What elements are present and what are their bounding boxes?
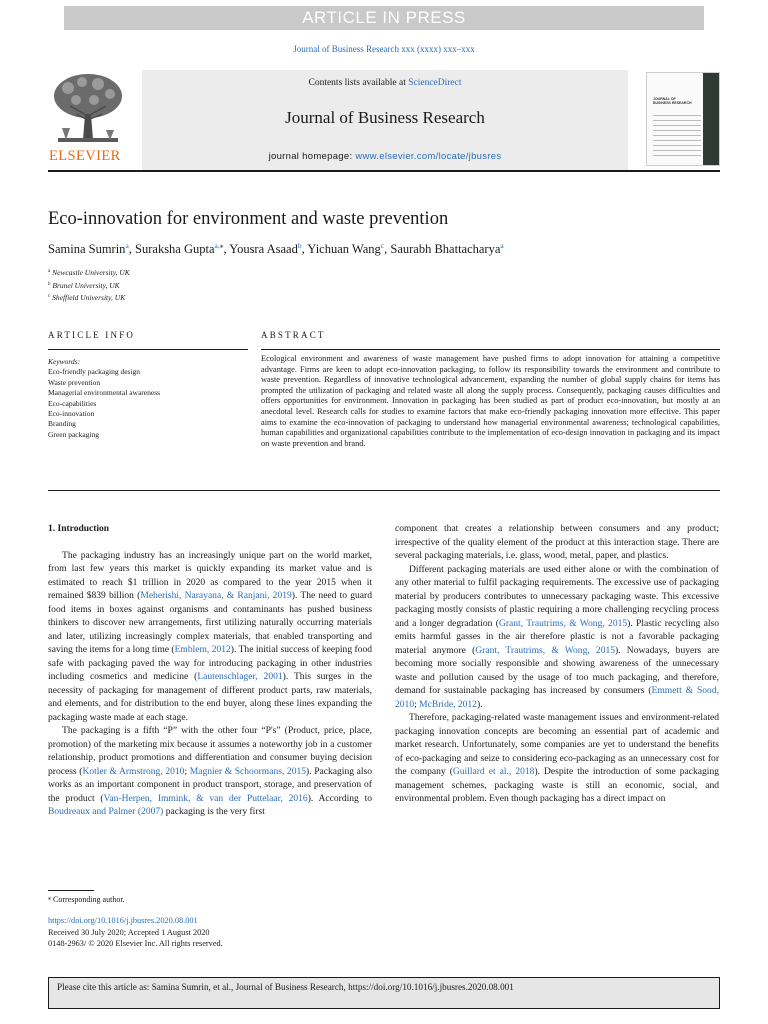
keyword-item: Eco-innovation bbox=[48, 409, 95, 419]
body-paragraph bbox=[395, 522, 719, 563]
affiliation-item: $^c$ Sheffield University, UK bbox=[48, 293, 126, 302]
elsevier-wordmark: ELSEVIER bbox=[49, 148, 121, 164]
doi-link[interactable]: https://doi.org/10.1016/j.jbusres.2020.08.001 bbox=[48, 916, 198, 925]
keyword-item: Waste prevention bbox=[48, 377, 101, 387]
contents-available-line bbox=[142, 78, 628, 88]
keyword-item: Branding bbox=[48, 419, 76, 429]
body-column-left bbox=[48, 522, 372, 819]
elsevier-tree-icon bbox=[48, 70, 128, 148]
abstract-heading: ABSTRACT bbox=[261, 330, 326, 340]
journal-homepage-link[interactable]: www.elsevier.com/locate/jbusres bbox=[355, 151, 502, 162]
article-info-rule bbox=[48, 349, 248, 350]
article-in-press-banner: ARTICLE IN PRESS bbox=[64, 6, 704, 30]
text-run: ). This surges in the necessity of packaging for management of different product parts, raw materials, and elements, and for distribution to the end buyer, along these lines expanding the packaging waste made at each stage. bbox=[48, 671, 372, 723]
article-info-heading: ARTICLE INFO bbox=[48, 330, 136, 340]
author-name[interactable]: Yousra Asaad bbox=[229, 242, 298, 256]
citation-box: Please cite this article as: Samina Sumrin, et al., Journal of Business Research, https://doi.org/10.1016/j.jbusres.2020.08.001 bbox=[48, 977, 720, 1009]
affiliations bbox=[48, 266, 130, 304]
received-dates: Received 30 July 2020; Accepted 1 August 2020 bbox=[48, 927, 210, 937]
citation-link[interactable]: Meherishi, Narayana, & Ranjani, 2019 bbox=[140, 590, 292, 601]
citation-link[interactable]: Magnier & Schoormans, 2015 bbox=[189, 765, 307, 777]
author-name[interactable]: Suraksha Gupta bbox=[135, 242, 215, 256]
keyword-item: Eco-capabilities bbox=[48, 398, 97, 408]
affiliation-item: $^a$ Newcastle University, UK bbox=[48, 268, 130, 277]
masthead-divider bbox=[48, 170, 720, 172]
text-run: packaging is the very first bbox=[163, 806, 265, 817]
citation-link[interactable]: Boudreaux and Palmer (2007) bbox=[48, 806, 164, 817]
text-run: component that creates a relationship between consumers and any product; irrespective of the quality element of the product at this interaction stage. There are several packaging materials, i.e. glass, wood, metal, paper, and plastics. bbox=[395, 523, 719, 561]
copyright-line: 0148-2963/ © 2020 Elsevier Inc. All rights reserved. bbox=[48, 939, 223, 948]
elsevier-tree-logo bbox=[48, 70, 128, 166]
citation-link[interactable]: Kotler & Armstrong, 2010 bbox=[82, 765, 185, 777]
journal-title: Journal of Business Research bbox=[285, 108, 485, 127]
citation-link[interactable]: Emblem, 2012 bbox=[174, 644, 231, 655]
author-affil-mark[interactable]: a bbox=[500, 241, 504, 250]
text-run: Different packaging materials are used either alone or with the combination of any other material to fulfil packaging requirements. The excessive use of packaging material by producers contributes to unnecessary packaging waste. This excessive packaging mostly consists of plastic requiring a more challenging recycling process and a longer degradation ( bbox=[395, 563, 719, 629]
body-column-right bbox=[395, 522, 719, 806]
citation-link[interactable]: Emmett & Sood, 2010 bbox=[395, 685, 719, 710]
author-name[interactable]: Samina Sumrin bbox=[48, 242, 126, 256]
body-paragraph bbox=[395, 711, 719, 806]
corresponding-author-footnote: ⁎ Corresponding author. bbox=[48, 895, 125, 904]
author-affil-mark[interactable]: a, bbox=[214, 241, 220, 250]
contents-prefix: Contents lists available at bbox=[308, 78, 406, 88]
author-list: Samina Sumrin$^a$, Suraksha Gupta$^{a,⁎}$, Yousra Asaad$^b$, Yichuan Wang$^c$, Saurabh Bhattacharya$^a$ bbox=[48, 241, 504, 256]
author-name[interactable]: Saurabh Bhattacharya bbox=[390, 242, 501, 256]
abstract-rule bbox=[261, 349, 720, 350]
text-run: Therefore, packaging-related waste management issues and environment-related packaging innovation concepts are becoming an essential part of academic and market research. Unfortunately, some companies are yet to understand the benefits of eco-packaging and seize to considering eco-packaging as an unnecessary cost for the company ( bbox=[395, 712, 719, 777]
text-run: ; bbox=[184, 765, 190, 777]
text-run: ). The initial success of keeping food safe with packaging paved the way for introducing packaging in other industries including cosmetics and medicine ( bbox=[48, 644, 373, 682]
text-run: The packaging industry has an increasingly unique part on the world market, from last few years this market is quickly expanding its market value and is estimated to reach $1 trillion in 2020 as compared to the year 2015 when it remained $839 billion ( bbox=[48, 549, 372, 601]
text-run: ). Nowadays, buyers are becoming more socially responsible and showing awareness of the unnecessary waste and pollution caused by the usage of too much packaging, and therefore, demand for sustainable packaging has increased by consumers ( bbox=[395, 644, 719, 696]
keywords-list bbox=[48, 357, 160, 440]
citation-link[interactable]: Grant, Trautrims, & Wong, 2015 bbox=[498, 617, 628, 629]
keyword-item: Managerial environmental awareness bbox=[48, 388, 161, 398]
homepage-prefix: journal homepage: bbox=[268, 151, 353, 162]
text-run: The packaging is a fifth “P” with the other four “P's” (Product, price, place, promotion) of the marketing mix because it assumes a noteworthy job in a customer relationship, product promotions and differentiation and consumer buying decision process ( bbox=[48, 725, 372, 777]
section-heading: 1. Introduction bbox=[48, 524, 110, 534]
text-run: ). According to bbox=[307, 792, 372, 804]
front-matter-divider bbox=[48, 490, 720, 491]
journal-homepage-line bbox=[142, 151, 628, 162]
affiliation-item: $^b$ Brunel University, UK bbox=[48, 280, 120, 290]
citation-link[interactable]: Guillard et al., 2018 bbox=[452, 766, 535, 777]
doi-block bbox=[48, 915, 223, 950]
keyword-item: Eco-friendly packaging design bbox=[48, 367, 141, 377]
author-name[interactable]: Yichuan Wang bbox=[307, 242, 381, 256]
text-run: ). The need to guard food items in boxes against organisms and contaminants has pushed business thinkers to discover new arrangements, first utilizing naturally occurring materials and later, utilizing increasingly complex materials, that enabled transporting and saving the items for a long time ( bbox=[48, 590, 372, 655]
citation-link[interactable]: McBride, 2012 bbox=[419, 698, 477, 710]
cover-title: JOURNAL OF BUSINESS RESEARCH bbox=[653, 97, 692, 105]
author-affil-mark[interactable]: a bbox=[125, 241, 129, 250]
journal-masthead bbox=[48, 70, 720, 170]
body-paragraph bbox=[48, 549, 372, 725]
footnote-rule bbox=[48, 890, 94, 891]
body-paragraph bbox=[395, 563, 719, 712]
corresponding-author-mark[interactable]: ⁎ bbox=[219, 241, 224, 250]
text-run: ). Packaging also works as an important component in product transport, storage, and preservation of the product ( bbox=[48, 765, 372, 804]
keyword-item: Green packaging bbox=[48, 429, 100, 439]
text-run: ). Despite the introduction of some packaging management schemes, packaging waste is still an economic, social, and environmental problem. Even though packaging has a direct impact on bbox=[395, 766, 719, 804]
text-run: ). bbox=[476, 698, 483, 710]
keywords-heading: Keywords: bbox=[48, 357, 81, 366]
citation-link[interactable]: Lautenschlager, 2001 bbox=[197, 671, 283, 682]
author-affil-mark[interactable]: b bbox=[297, 241, 302, 250]
text-run: ; bbox=[414, 698, 420, 710]
journal-reference-link[interactable]: Journal of Business Research xxx (xxxx) xxx–xxx bbox=[293, 44, 475, 54]
body-paragraph bbox=[48, 724, 372, 819]
cover-stripe bbox=[703, 73, 719, 165]
masthead-center-panel bbox=[142, 70, 628, 170]
journal-cover-thumbnail[interactable] bbox=[646, 72, 720, 166]
sciencedirect-link[interactable]: ScienceDirect bbox=[408, 78, 462, 88]
abstract-text: Ecological environment and awareness of waste management have pushed firms to adopt innovation for attaining a competitive advantage. Firms are keen to adopt eco-innovation packaging, to follow its responsibility towards the environment and contribute to waste prevention. Regardless of innovative technological advancement, expanding the number of global supply chains for items has prompted the utilization of packaging and related waste all along the supply process. Consequently, packaging causes difficulties and offers opportunities for environment. Innovation in packaging has been studied as part of product eco-innovation, but mostly at an anecdotal level. Research calls for studies to examine factors that make eco-friendly packaging innovation more effective. This paper aims to examine the eco-innovation of packaging to understand how managerial environmental awareness; technological capabilities, human capabilities and organizational capabilities contribute to the implementation of eco-design innovation in packaging and its impact on waste prevention and brand. bbox=[261, 354, 720, 448]
author-affil-mark[interactable]: c bbox=[380, 241, 385, 250]
citation-link[interactable]: Grant, Trautrims, & Wong, 2015 bbox=[475, 644, 616, 656]
article-title: Eco-innovation for environment and waste prevention bbox=[48, 209, 449, 229]
cover-text-lines bbox=[653, 115, 701, 160]
text-run: ). Plastic recycling also emits harmful gasses in the air therefore plastic is not a favorable packaging material anymore ( bbox=[395, 617, 720, 656]
citation-link[interactable]: Van-Herpen, Immink, & van der Puttelaar, 2016 bbox=[103, 792, 308, 804]
